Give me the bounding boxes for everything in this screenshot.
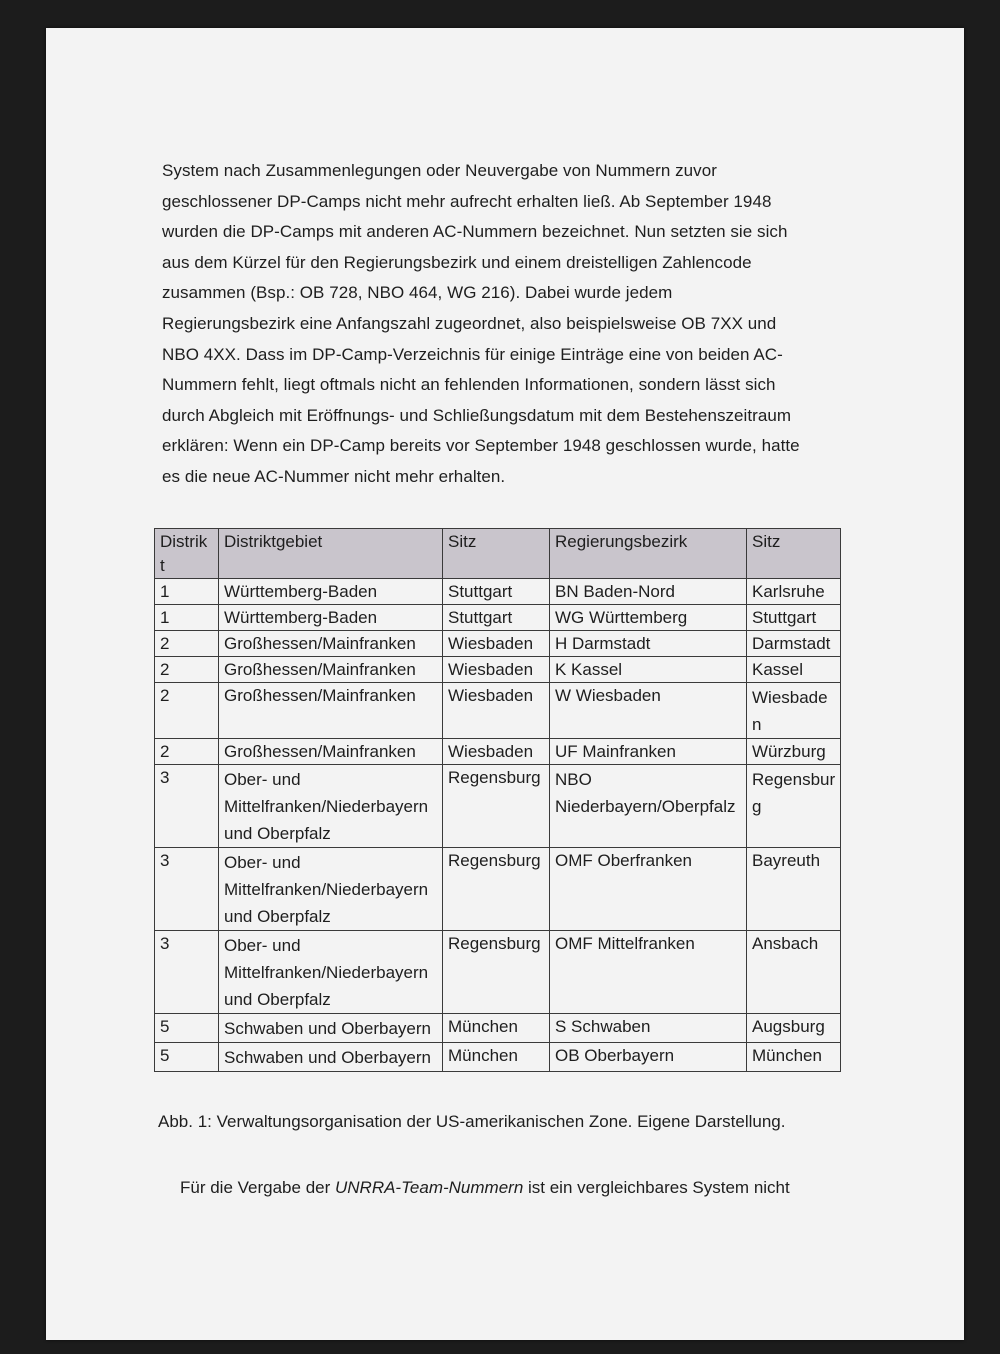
cell-gebiet: Schwaben und Oberbayern	[219, 1014, 443, 1043]
cell-bezirk-sitz: Würzburg	[747, 739, 841, 765]
table-row	[155, 605, 841, 631]
cell-distrikt: 5	[155, 1043, 219, 1072]
cell-gebiet: Ober- und Mittelfranken/Niederbayern und Oberpfalz	[219, 848, 443, 931]
table-row	[155, 739, 841, 765]
document-page	[46, 28, 964, 1340]
cell-gebiet: Ober- und Mittelfranken/Niederbayern und Oberpfalz	[219, 931, 443, 1014]
closing-emphasis: UNRRA-Team-Nummern	[334, 1178, 524, 1197]
cell-sitz: München	[443, 1043, 550, 1072]
cell-distrikt: 3	[155, 848, 219, 931]
cell-gebiet: Großhessen/Mainfranken	[219, 631, 443, 657]
cell-bezirk-sitz: Augsburg	[747, 1014, 841, 1043]
cell-gebiet: Württemberg-Baden	[219, 579, 443, 605]
cell-bezirk: BN Baden-Nord	[550, 579, 747, 605]
cell-distrikt: 2	[155, 739, 219, 765]
cell-bezirk: UF Mainfranken	[550, 739, 747, 765]
cell-sitz: München	[443, 1014, 550, 1043]
cell-distrikt: 2	[155, 657, 219, 683]
cell-bezirk-sitz: Karlsruhe	[747, 579, 841, 605]
cell-bezirk-sitz: Ansbach	[747, 931, 841, 1014]
cell-distrikt: 1	[155, 605, 219, 631]
paragraph-line: durch Abgleich mit Eröffnungs- und Schließungsdatum mit dem Bestehenszeitraum	[162, 405, 792, 425]
district-table	[154, 528, 841, 1072]
table-row	[155, 579, 841, 605]
paragraph-line: geschlossener DP-Camps nicht mehr aufrecht erhalten ließ. Ab September 1948	[162, 191, 772, 211]
cell-bezirk-sitz: Stuttgart	[747, 605, 841, 631]
cell-distrikt: 1	[155, 579, 219, 605]
cell-distrikt: 3	[155, 765, 219, 848]
cell-bezirk-sitz: Kassel	[747, 657, 841, 683]
table-row	[155, 657, 841, 683]
paragraph-line: aus dem Kürzel für den Regierungsbezirk und einem dreistelligen Zahlencode	[162, 252, 752, 272]
header-distrikt: Distrik t	[155, 529, 219, 579]
figure-caption: Abb. 1: Verwaltungsorganisation der US-amerikanischen Zone. Eigene Darstellung.	[158, 1112, 786, 1131]
closing-text-before: Für die Vergabe der	[180, 1178, 335, 1197]
paragraph-line: NBO 4XX. Dass im DP-Camp-Verzeichnis für einige Einträge eine von beiden AC-	[162, 344, 783, 364]
cell-bezirk-sitz: München	[747, 1043, 841, 1072]
cell-bezirk-sitz: Darmstadt	[747, 631, 841, 657]
cell-bezirk: OMF Mittelfranken	[550, 931, 747, 1014]
table-row	[155, 931, 841, 1014]
paragraph-line: Nummern fehlt, liegt oftmals nicht an fehlenden Informationen, sondern lässt sich	[162, 375, 776, 395]
table-row	[155, 1014, 841, 1043]
cell-bezirk-sitz: Bayreuth	[747, 848, 841, 931]
paragraph-line: wurden die DP-Camps mit anderen AC-Nummern bezeichnet. Nun setzten sie sich	[162, 222, 788, 242]
paragraph-line: System nach Zusammenlegungen oder Neuvergabe von Nummern zuvor	[162, 161, 717, 180]
cell-bezirk-sitz: Wiesbaden	[747, 683, 841, 739]
cell-distrikt: 2	[155, 683, 219, 739]
cell-gebiet: Württemberg-Baden	[219, 605, 443, 631]
cell-bezirk: W Wiesbaden	[550, 683, 747, 739]
body-paragraph	[162, 156, 822, 493]
cell-bezirk: K Kassel	[550, 657, 747, 683]
header-sitz: Sitz	[443, 529, 550, 579]
cell-bezirk: OB Oberbayern	[550, 1043, 747, 1072]
cell-sitz: Wiesbaden	[443, 657, 550, 683]
paragraph-line: zusammen (Bsp.: OB 728, NBO 464, WG 216). Dabei wurde jedem	[162, 283, 673, 303]
cell-bezirk-sitz: Regensburg	[747, 765, 841, 848]
table-row	[155, 683, 841, 739]
header-distriktgebiet: Distriktgebiet	[219, 529, 443, 579]
cell-sitz: Wiesbaden	[443, 739, 550, 765]
cell-bezirk: WG Württemberg	[550, 605, 747, 631]
cell-distrikt: 3	[155, 931, 219, 1014]
cell-distrikt: 5	[155, 1014, 219, 1043]
header-regierungsbezirk: Regierungsbezirk	[550, 529, 747, 579]
cell-gebiet: Großhessen/Mainfranken	[219, 683, 443, 739]
cell-gebiet: Großhessen/Mainfranken	[219, 657, 443, 683]
table-row	[155, 848, 841, 931]
cell-gebiet: Ober- und Mittelfranken/Niederbayern und Oberpfalz	[219, 765, 443, 848]
table-row	[155, 1043, 841, 1072]
cell-sitz: Wiesbaden	[443, 683, 550, 739]
paragraph-line: erklären: Wenn ein DP-Camp bereits vor September 1948 geschlossen wurde, hatte	[162, 436, 800, 456]
cell-sitz: Stuttgart	[443, 579, 550, 605]
cell-sitz: Wiesbaden	[443, 631, 550, 657]
table-row	[155, 631, 841, 657]
closing-sentence	[180, 1178, 790, 1198]
cell-sitz: Regensburg	[443, 848, 550, 931]
cell-bezirk: NBO Niederbayern/Oberpfalz	[550, 765, 747, 848]
paragraph-line: es die neue AC-Nummer nicht mehr erhalten.	[162, 466, 506, 486]
cell-gebiet: Schwaben und Oberbayern	[219, 1043, 443, 1072]
header-sitz-bezirk: Sitz	[747, 529, 841, 579]
cell-bezirk: S Schwaben	[550, 1014, 747, 1043]
closing-text-after: ist ein vergleichbares System nicht	[523, 1178, 790, 1197]
cell-distrikt: 2	[155, 631, 219, 657]
cell-sitz: Stuttgart	[443, 605, 550, 631]
table-header-row	[155, 529, 841, 579]
paragraph-line: Regierungsbezirk eine Anfangszahl zugeordnet, also beispielsweise OB 7XX und	[162, 313, 777, 333]
cell-bezirk: H Darmstadt	[550, 631, 747, 657]
table-row	[155, 765, 841, 848]
cell-sitz: Regensburg	[443, 765, 550, 848]
cell-sitz: Regensburg	[443, 931, 550, 1014]
cell-bezirk: OMF Oberfranken	[550, 848, 747, 931]
cell-gebiet: Großhessen/Mainfranken	[219, 739, 443, 765]
